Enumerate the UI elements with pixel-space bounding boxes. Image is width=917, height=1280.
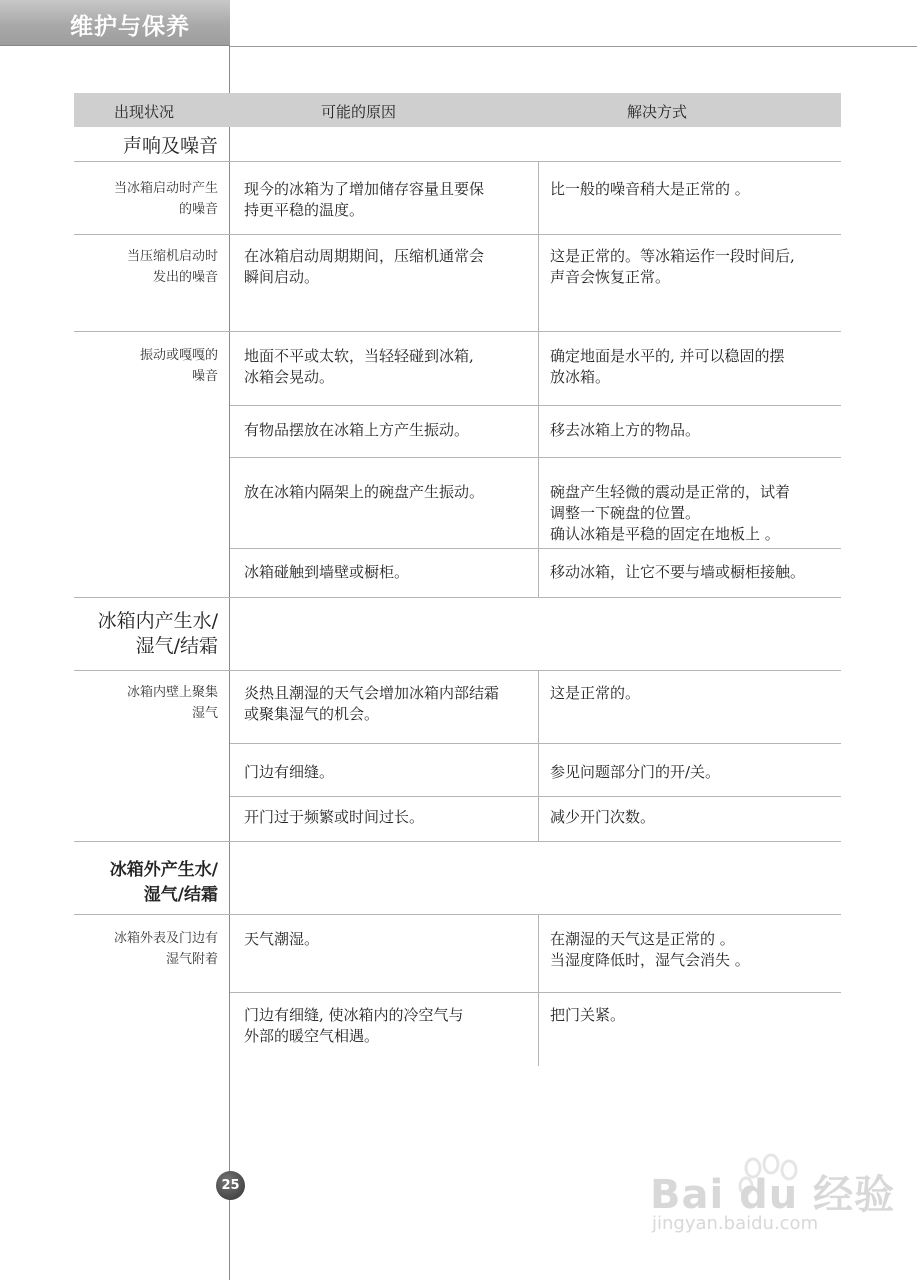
header-rule: [230, 46, 917, 47]
cause-text: 放在冰箱内隔架上的碗盘产生振动。: [244, 483, 485, 501]
category-title: 冰箱内产生水/ 湿气/结霜: [97, 610, 218, 657]
page-title: 维护与保养: [70, 14, 190, 40]
solution-text: 这是正常的。等冰箱运作一段时间后, 声音会恢复正常。: [550, 247, 795, 286]
symptom-text: 冰箱内壁上聚集 湿气: [126, 685, 218, 721]
cause-text: 冰箱碰触到墙壁或橱柜。: [244, 563, 410, 581]
row-divider: [230, 992, 841, 993]
cause-text: 天气潮湿。: [244, 930, 320, 948]
row-divider: [230, 457, 841, 458]
cause-text: 开门过于频繁或时间过长。: [244, 808, 425, 826]
symptom-text: 当冰箱启动时产生 的噪音: [113, 181, 218, 217]
column-separator: [538, 914, 539, 1066]
row-divider: [74, 331, 841, 332]
symptom-text: 当压缩机启动时 发出的噪音: [126, 249, 218, 285]
solution-text: 碗盘产生轻微的震动是正常的，试着 调整一下碗盘的位置。 确认冰箱是平稳的固定在地板上 。: [550, 483, 791, 543]
row-divider: [74, 161, 841, 162]
category-title: 冰箱外产生水/ 湿气/结霜: [109, 860, 218, 905]
cause-text: 现今的冰箱为了增加储存容量且要保 持更平稳的温度。: [244, 180, 485, 219]
row-divider: [74, 914, 841, 915]
page-number: 25: [216, 1171, 245, 1200]
cause-text: 门边有细缝。: [244, 763, 335, 781]
symptom-text: 振动或嘎嘎的 噪音: [139, 348, 218, 384]
cause-text: 在冰箱启动周期期间，压缩机通常会 瞬间启动。: [244, 247, 485, 286]
cause-text: 有物品摆放在冰箱上方产生振动。: [244, 421, 470, 439]
solution-text: 把门关紧。: [550, 1006, 626, 1024]
category-title: 声响及噪音: [122, 135, 218, 157]
vertical-margin-line: [229, 46, 230, 1280]
row-divider: [74, 841, 841, 842]
solution-text: 参见问题部分门的开/关。: [550, 763, 721, 781]
column-separator: [538, 670, 539, 841]
section-header-tab: [0, 0, 230, 46]
row-divider: [230, 405, 841, 406]
column-header-bar: [74, 93, 841, 127]
column-header-symptom: 出现状况: [114, 103, 175, 121]
column-header-cause: 可能的原因: [321, 103, 397, 121]
solution-text: 这是正常的。: [550, 684, 641, 702]
cause-text: 门边有细缝, 使冰箱内的冷空气与 外部的暖空气相遇。: [244, 1006, 464, 1045]
cause-text: 炎热且潮湿的天气会增加冰箱内部结霜 或聚集湿气的机会。: [244, 684, 500, 723]
solution-text: 减少开门次数。: [550, 808, 656, 826]
watermark-url: jingyan.baidu.com: [652, 1213, 819, 1234]
row-divider: [230, 548, 841, 549]
solution-text: 比一般的噪音稍大是正常的 。: [550, 180, 750, 198]
cause-text: 地面不平或太软，当轻轻碰到冰箱, 冰箱会晃动。: [244, 347, 474, 386]
watermark-brand: Bai du 经验: [650, 1172, 896, 1218]
symptom-text: 冰箱外表及门边有 湿气附着: [113, 931, 218, 967]
column-header-solution: 解决方式: [627, 103, 688, 121]
solution-text: 确定地面是水平的, 并可以稳固的摆 放冰箱。: [550, 347, 785, 386]
solution-text: 在潮湿的天气这是正常的 。 当湿度降低时，湿气会消失 。: [550, 930, 750, 969]
row-divider: [230, 743, 841, 744]
solution-text: 移去冰箱上方的物品。: [550, 421, 701, 439]
row-divider: [74, 234, 841, 235]
row-divider: [74, 670, 841, 671]
solution-text: 移动冰箱，让它不要与墙或橱柜接触。: [550, 563, 806, 581]
column-separator: [538, 161, 539, 597]
row-divider: [74, 597, 841, 598]
row-divider: [230, 796, 841, 797]
